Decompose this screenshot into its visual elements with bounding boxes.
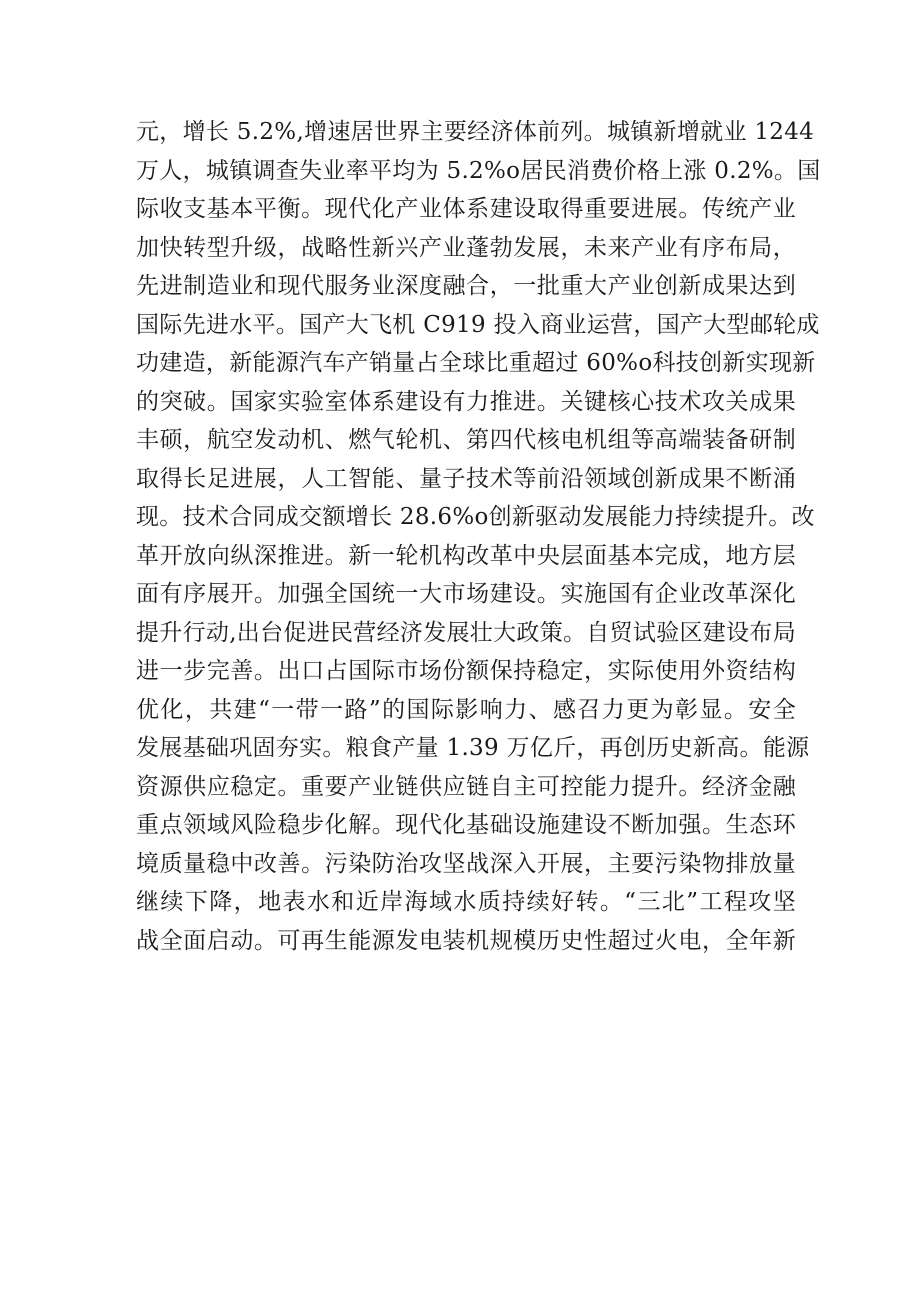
text-line: 万人，城镇调查失业率平均为 5.2%o居民消费价格上涨 0.2%。国 [136, 157, 821, 184]
text-line: 现。技术合同成交额增长 28.6%o创新驱动发展能力持续提升。改 [136, 504, 815, 530]
text-line: 加快转型升级，战略性新兴产业蓬勃发展，未来产业有序布局， [136, 234, 796, 261]
text-line: 际收支基本平衡。现代化产业体系建设取得重要进展。传统产业 [136, 196, 796, 222]
text-line: 提升行动,出台促进民营经济发展壮大政策。自贸试验区建设布局 [136, 619, 797, 646]
text-line: 优化，共建“一带一路”的国际影响力、感召力更为彰显。安全 [136, 696, 796, 723]
text-line: 战全面启动。可再生能源发电装机规模历史性超过火电，全年新 [136, 927, 796, 954]
text-line: 境质量稳中改善。污染防治攻坚战深入开展，主要污染物排放量 [136, 850, 796, 877]
text-line: 发展基础巩固夯实。粮食产量 1.39 万亿斤，再创历史新高。能源 [136, 735, 810, 761]
text-line: 资源供应稳定。重要产业链供应链自主可控能力提升。经济金融 [136, 773, 796, 800]
text-line: 的突破。国家实验室体系建设有力推进。关键核心技术攻关成果 [136, 388, 796, 415]
text-line: 功建造，新能源汽车产销量占全球比重超过 60%o科技创新实现新 [136, 350, 816, 376]
text-line: 进一步完善。出口占国际市场份额保持稳定，实际使用外资结构 [136, 658, 796, 684]
text-line: 革开放向纵深推进。新一轮机构改革中央层面基本完成，地方层 [136, 542, 796, 569]
text-line: 国际先进水平。国产大飞机 C919 投入商业运营，国产大型邮轮成 [136, 311, 820, 338]
text-line: 重点领域风险稳步化解。现代化基础设施建设不断加强。生态环 [136, 812, 796, 838]
text-line: 面有序展开。加强全国统一大市场建设。实施国有企业改革深化 [136, 581, 796, 607]
text-line: 先进制造业和现代服务业深度融合，一批重大产业创新成果达到 [136, 273, 796, 299]
text-line: 继续下降，地表水和近岸海域水质持续好转。“三北”工程攻坚 [136, 889, 796, 915]
text-line: 元，增长 5.2%,增速居世界主要经济体前列。城镇新增就业 1244 [136, 119, 815, 145]
body-paragraph [136, 113, 821, 960]
text-line: 取得长足进展，人工智能、量子技术等前沿领域创新成果不断涌 [136, 465, 796, 492]
text-line: 丰硕，航空发动机、燃气轮机、第四代核电机组等高端装备研制 [136, 427, 796, 453]
